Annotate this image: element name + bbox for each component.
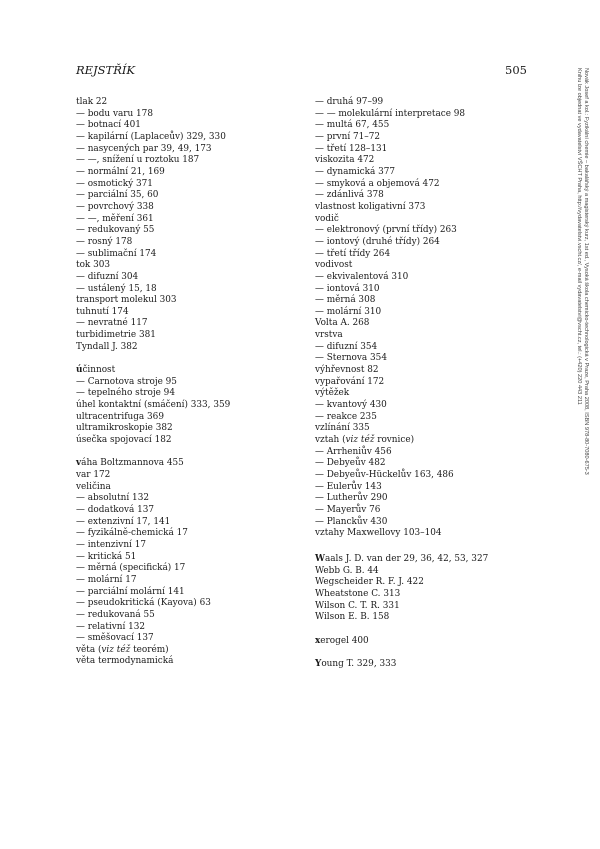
index-entry: vrstva (315, 330, 343, 341)
index-entry: — směšovací 137 (76, 633, 154, 644)
index-entry: Volta A. 268 (315, 318, 370, 329)
index-entry: — kapilární (Laplaceův) 329, 330 (76, 131, 226, 142)
index-entry: — difuzní 304 (76, 271, 139, 282)
index-entry: — absolutní 132 (76, 493, 150, 504)
index-entry: — iontová 310 (315, 283, 380, 294)
index-entry: Wilson C. T. R. 331 (315, 600, 400, 611)
index-entry: — první 71–72 (315, 131, 381, 142)
index-entry: výtěžek (315, 388, 350, 399)
index-entry: — třetí 128–131 (315, 143, 388, 154)
index-entry: — dodatková 137 (76, 504, 155, 515)
index-entry: — sublimační 174 (76, 248, 157, 259)
index-entry: — pseudokritická (Kayova) 63 (76, 598, 211, 609)
section-gap (76, 353, 296, 365)
index-entry: — nasycených par 39, 49, 173 (76, 143, 212, 154)
index-entry: — druhá 97–99 (315, 97, 384, 107)
index-entry: — intenzivní 17 (76, 539, 146, 550)
index-entry: — — molekulární interpretace 98 (315, 108, 466, 119)
index-entry: vztah (viz též rovnice) (315, 435, 415, 446)
index-entry: Waals J. D. van der 29, 36, 42, 53, 327 (315, 553, 489, 564)
index-entry: — fyzikálně-chemická 17 (76, 528, 188, 539)
index-entry: — osmotický 371 (76, 178, 153, 189)
index-entry: — molární 17 (76, 574, 137, 585)
index-entry: vypařování 172 (315, 376, 385, 387)
index-entry: — zdánlivá 378 (315, 190, 384, 201)
index-entry: — extenzivní 17, 141 (76, 516, 171, 527)
index-entry: — Eulerův 143 (315, 481, 382, 492)
index-column-right (315, 97, 535, 670)
index-entry: úhel kontaktní (smáčení) 333, 359 (76, 400, 231, 411)
index-entry: — parciální molární 141 (76, 586, 185, 597)
index-entry: Wegscheider R. F. J. 422 (315, 577, 424, 588)
index-entry: — smyková a objemová 472 (315, 178, 440, 189)
index-entry: vztahy Maxwellovy 103–104 (315, 528, 442, 539)
index-entry: účinnost (76, 365, 116, 376)
index-entry: — bodu varu 178 (76, 108, 153, 119)
index-entry: — tepelného stroje 94 (76, 388, 175, 399)
index-entry: — reakce 235 (315, 411, 377, 422)
index-entry: — difuzní 354 (315, 341, 378, 352)
index-entry: vodivost (315, 260, 353, 271)
index-entry: vlastnost koligativní 373 (315, 201, 426, 212)
index-entry: tok 303 (76, 260, 111, 271)
side-copyright-note (577, 68, 589, 608)
index-entry: Young T. 329, 333 (315, 658, 397, 669)
section-gap (315, 540, 535, 554)
index-entry: — kvantový 430 (315, 400, 387, 411)
index-entry: — měrná (specifická) 17 (76, 563, 186, 574)
index-entry: — ustálený 15, 18 (76, 283, 157, 294)
index-entry: — kritická 51 (76, 551, 137, 562)
index-entry: vzlínání 335 (315, 423, 370, 434)
index-entry: var 172 (76, 469, 111, 480)
index-entry: — Sternova 354 (315, 353, 387, 364)
index-entry: — třetí třídy 264 (315, 248, 391, 259)
index-entry: váha Boltzmannova 455 (76, 458, 184, 469)
section-gap (315, 624, 535, 636)
index-entry: — Carnotova stroje 95 (76, 376, 177, 387)
index-entry: výhřevnost 82 (315, 365, 379, 376)
index-entry: úsečka spojovací 182 (76, 435, 172, 446)
index-entry: věta (viz též teorém) (76, 644, 169, 655)
index-entry: tuhnutí 174 (76, 306, 129, 317)
section-gap (76, 447, 296, 459)
side-note-line: Knihu lze objednat ve vydavatelství VŠCHT Praha, http://vydavatelstvi.vscht.cz/, e-mail vydavatelstvi@vscht.cz, tel.: (+420) 220 443 211 (575, 68, 582, 405)
index-entry: — rosný 178 (76, 236, 133, 247)
index-entry: — —, měření 361 (76, 213, 154, 224)
index-entry: Webb G. B. 44 (315, 565, 379, 576)
index-entry: — Planckův 430 (315, 516, 388, 527)
index-entry: — relativní 132 (76, 621, 146, 632)
index-entry: — dynamická 377 (315, 166, 396, 177)
index-entry: Wilson E. B. 158 (315, 612, 390, 623)
index-entry: vodič (315, 213, 339, 224)
side-note-line: Novák Josef a kol.: Fyzikální chemie – bakalářský a magisterský kurz, 1st ed., Vysoká škola chemicko-technologická v Praze, Praha 2008, ISBN 978-80-7080-675-3 (583, 68, 589, 475)
index-column-left (76, 97, 296, 668)
index-entry: — botnací 401 (76, 120, 141, 131)
index-entry: Tyndall J. 382 (76, 341, 138, 352)
index-entry: — molární 310 (315, 306, 382, 317)
index-entry: — elektronový (první třídy) 263 (315, 225, 457, 236)
index-entry: — Mayerův 76 (315, 504, 381, 515)
running-header-title: REJSTŘÍK (76, 63, 136, 77)
index-entry: transport molekul 303 (76, 295, 177, 306)
index-entry: — povrchový 338 (76, 201, 154, 212)
index-entry: ultramikroskopie 382 (76, 423, 173, 434)
index-entry: — Debyeův-Hückelův 163, 486 (315, 470, 454, 480)
index-entry: veličina (76, 481, 111, 492)
index-entry: ultracentrifuga 369 (76, 411, 164, 422)
index-entry: — multá 67, 455 (315, 120, 390, 131)
index-entry: — nevratné 117 (76, 318, 148, 329)
index-entry: — normální 21, 169 (76, 166, 165, 177)
index-entry: — redukovaný 55 (76, 225, 155, 236)
index-entry: tlak 22 (76, 97, 108, 107)
index-entry: — parciální 35, 60 (76, 190, 159, 201)
index-entry: — iontový (druhé třídy) 264 (315, 236, 440, 247)
index-entry: — redukovaná 55 (76, 609, 155, 620)
index-entry: viskozita 472 (315, 155, 375, 166)
index-entry: — Arrheniův 456 (315, 446, 392, 457)
index-entry: turbidimetrie 381 (76, 330, 156, 341)
index-entry: — ekvivalentová 310 (315, 271, 409, 282)
index-entry: xerogel 400 (315, 635, 369, 646)
index-entry: — měrná 308 (315, 295, 376, 306)
index-entry: věta termodynamická (76, 656, 174, 667)
index-entry: — Lutherův 290 (315, 493, 388, 504)
page-number: 505 (505, 63, 527, 77)
index-entry: — Debyeův 482 (315, 458, 386, 469)
index-entry: — —, snížení u roztoku 187 (76, 155, 200, 166)
index-entry: Wheatstone C. 313 (315, 588, 401, 599)
section-gap (315, 647, 535, 659)
